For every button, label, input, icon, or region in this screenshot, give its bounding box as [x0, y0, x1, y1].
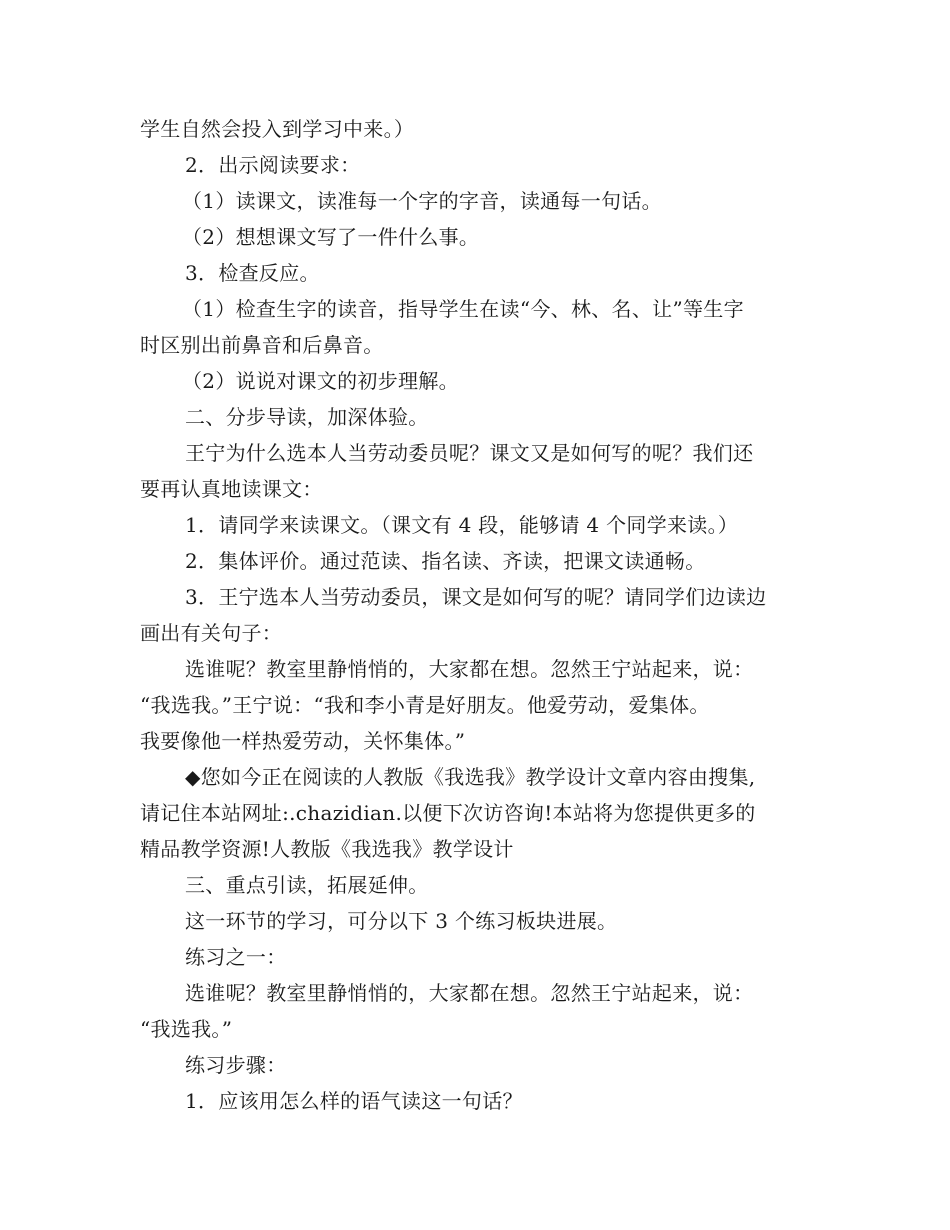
- paragraph-line: 精品教学资源!人教版《我选我》教学设计: [140, 837, 514, 861]
- section-heading: 三、重点引读，拓展延伸。: [185, 873, 429, 897]
- paragraph-line: 画出有关句子：: [140, 621, 283, 645]
- paragraph-line: 这一环节的学习，可分以下 3 个练习板块进展。: [185, 909, 618, 933]
- paragraph-line: 1．应该用怎么样的语气读这一句话？: [185, 1089, 523, 1113]
- paragraph-line: 1．请同学来读课文。（课文有 4 段，能够请 4 个同学来读。）: [185, 513, 739, 537]
- paragraph-line: 选谁呢？教室里静悄悄的，大家都在想。忽然王宁站起来，说：: [185, 981, 754, 1005]
- paragraph-line: 3．王宁选本人当劳动委员，课文是如何写的呢？请同学们边读边: [185, 585, 767, 609]
- paragraph-line: 学生自然会投入到学习中来。）: [140, 117, 415, 141]
- paragraph-line: 2．出示阅读要求：: [185, 153, 361, 177]
- paragraph-line: 练习之一：: [185, 945, 287, 969]
- paragraph-line: 要再认真地读课文：: [140, 477, 323, 501]
- paragraph-line: ◆您如今正在阅读的人教版《我选我》教学设计文章内容由搜集,: [185, 765, 756, 789]
- paragraph-line: 2．集体评价。通过范读、指名读、齐读，把课文读通畅。: [185, 549, 706, 573]
- paragraph-line: “我选我。”: [140, 1017, 233, 1041]
- paragraph-line: 王宁为什么选本人当劳动委员呢？课文又是如何写的呢？我们还: [185, 441, 754, 465]
- paragraph-line: 我要像他一样热爱劳动，关怀集体。”: [140, 729, 466, 753]
- paragraph-line: （1）检查生字的读音，指导学生在读“今、林、名、让”等生字: [182, 297, 744, 321]
- paragraph-line: “我选我。”王宁说：“我和李小青是好朋友。他爱劳动，爱集体。: [140, 693, 710, 717]
- paragraph-line: 练习步骤：: [185, 1053, 287, 1077]
- paragraph-line: 时区别出前鼻音和后鼻音。: [140, 333, 384, 357]
- paragraph-line: （2）说说对课文的初步理解。: [182, 369, 459, 393]
- paragraph-line: 3．检查反应。: [185, 261, 320, 285]
- paragraph-line: 请记住本站网址:.chazidian.以便下次访咨询!本站将为您提供更多的: [140, 801, 756, 825]
- paragraph-line: （2）想想课文写了一件什么事。: [182, 225, 480, 249]
- paragraph-line: 选谁呢？教室里静悄悄的，大家都在想。忽然王宁站起来，说：: [185, 657, 754, 681]
- paragraph-line: （1）读课文，读准每一个字的字音，读通每一句话。: [182, 189, 662, 213]
- section-heading: 二、分步导读，加深体验。: [185, 405, 429, 429]
